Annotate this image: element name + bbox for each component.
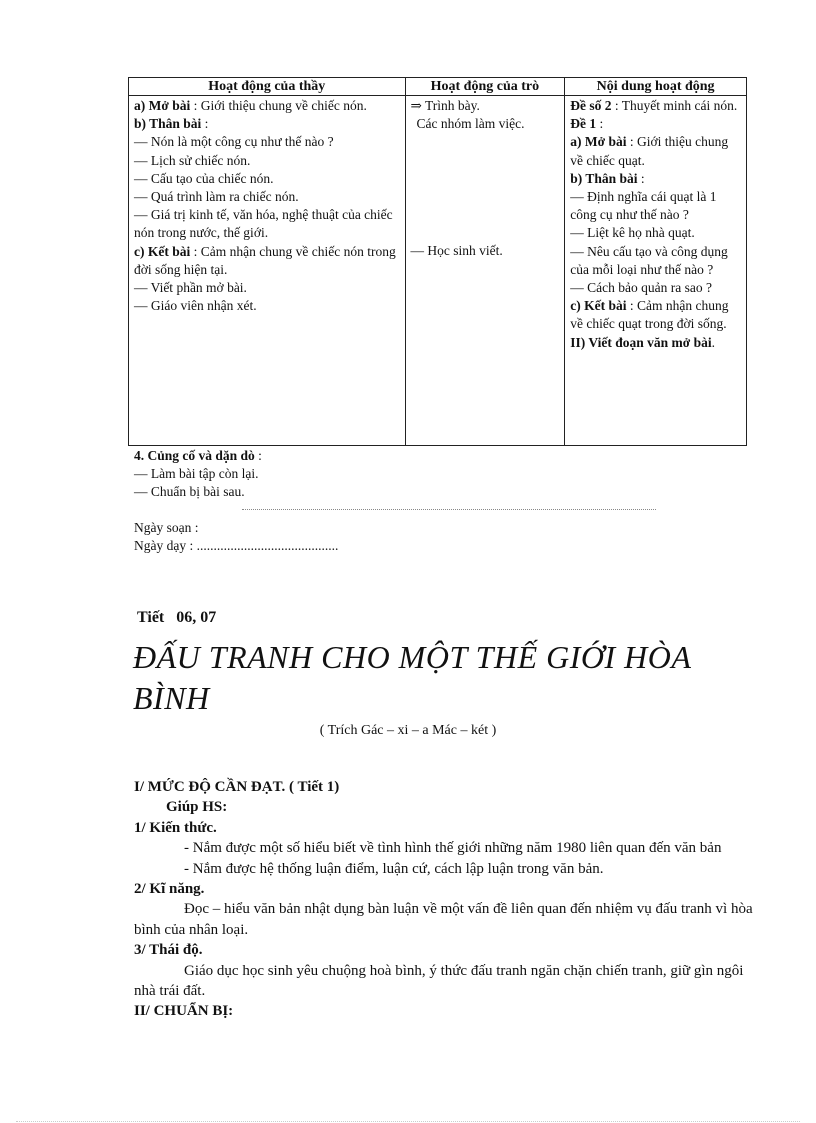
content-line: — Định nghĩa cái quạt là 1 công cụ như thế nào ? (570, 189, 720, 223)
section-divider (242, 509, 656, 510)
content-line: II) Viết đoạn văn mở bài. (570, 334, 715, 350)
teacher-line: c) Kết bài : Cảm nhận chung về chiếc nón trong đời sống hiện tại. (134, 243, 400, 277)
preparation-heading: II/ CHUẨN BỊ: (134, 1003, 234, 1020)
table-header-row (129, 78, 747, 96)
knowledge-item: - Nắm được hệ thống luận điểm, luận cứ, cách lập luận trong văn bản. (184, 860, 604, 877)
teacher-line: — Giáo viên nhận xét. (134, 298, 257, 314)
knowledge-item: - Nắm được một số hiểu biết về tình hình thế giới những năm 1980 liên quan đến văn bản (184, 840, 722, 857)
objectives-heading: I/ MỨC ĐỘ CẦN ĐẠT. ( Tiết 1) (134, 779, 340, 795)
content-line: — Nêu cấu tạo và công dụng của mỗi loại như thế nào ? (570, 243, 732, 277)
lesson-source: ( Trích Gác – xi – a Mác – két ) (319, 723, 497, 738)
teacher-line: — Giá trị kinh tế, văn hóa, nghệ thuật của chiếc nón trong nước, thế giới. (134, 207, 397, 241)
content-line: a) Mở bài : Giới thiệu chung về chiếc quạt. (570, 134, 732, 168)
header-teacher-activity: Hoạt động của thầy (129, 78, 406, 96)
teacher-line: a) Mở bài : Giới thiệu chung về chiếc nón. (134, 98, 367, 113)
teacher-line: b) Thân bài : (134, 116, 209, 132)
lesson-activity-table (128, 77, 747, 446)
teacher-activity-cell (129, 96, 406, 446)
dates-block (134, 519, 338, 555)
teacher-line: — Nón là một công cụ như thế nào ? (134, 134, 334, 150)
teacher-line: — Viết phần mở bài. (134, 280, 247, 296)
consolidation-item: — Chuẩn bị bài sau. (134, 484, 245, 500)
header-student-activity: Hoạt động của trò (405, 78, 565, 96)
lesson-period: Tiết 06, 07 (137, 609, 217, 626)
attitude-item: Giáo dục học sinh yêu chuộng hoà bình, ý thức đấu tranh ngăn chặn chiến tranh, giữ gìn ngôi nhà trái đất. (134, 962, 744, 1000)
content-line: c) Kết bài : Cảm nhận chung về chiếc quạt trong đời sống. (570, 298, 732, 332)
consolidation-item: — Làm bài tập còn lại. (134, 466, 259, 482)
activity-content-cell (565, 96, 747, 446)
content-line: — Liệt kê họ nhà quạt. (570, 225, 695, 241)
attitude-heading: 3/ Thái độ. (134, 942, 203, 959)
teacher-line: — Cấu tạo của chiếc nón. (134, 170, 274, 186)
student-line: — Học sinh viết. (410, 243, 503, 259)
student-line: Các nhóm làm việc. (416, 116, 525, 132)
objectives-intro: Giúp HS: (166, 799, 228, 816)
content-line: Đề số 2 : Thuyết minh cái nón. (570, 98, 738, 113)
consolidation-heading: 4. Củng cố và dặn dò : (134, 448, 262, 463)
page-bottom-border (16, 1121, 800, 1122)
content-line: — Cách bảo quản ra sao ? (570, 280, 712, 296)
consolidation-section (134, 447, 262, 502)
date-prepared: Ngày soạn : (134, 520, 199, 535)
content-line: b) Thân bài : (570, 170, 645, 186)
table-row (129, 96, 747, 446)
date-taught: Ngày dạy : .......................................... (134, 538, 339, 554)
skills-heading: 2/ Kĩ năng. (134, 881, 205, 898)
header-activity-content: Nội dung hoạt động (565, 78, 747, 96)
teacher-line: — Quá trình làm ra chiếc nón. (134, 189, 299, 205)
skills-item: Đọc – hiểu văn bản nhật dụng bàn luận về một vấn đề liên quan đến nhiệm vụ đấu tranh vì hòa bình của nhân loại. (134, 901, 753, 938)
content-line: Đề 1 : (570, 116, 604, 132)
knowledge-heading: 1/ Kiến thức. (134, 819, 217, 836)
lesson-title: ĐẤU TRANH CHO MỘT THẾ GIỚI HÒA BÌNH (133, 639, 691, 716)
objectives-section (134, 777, 754, 1022)
teacher-line: — Lịch sử chiếc nón. (134, 152, 251, 168)
student-line: ⇒ Trình bày. (410, 98, 480, 113)
student-activity-cell (405, 96, 565, 446)
